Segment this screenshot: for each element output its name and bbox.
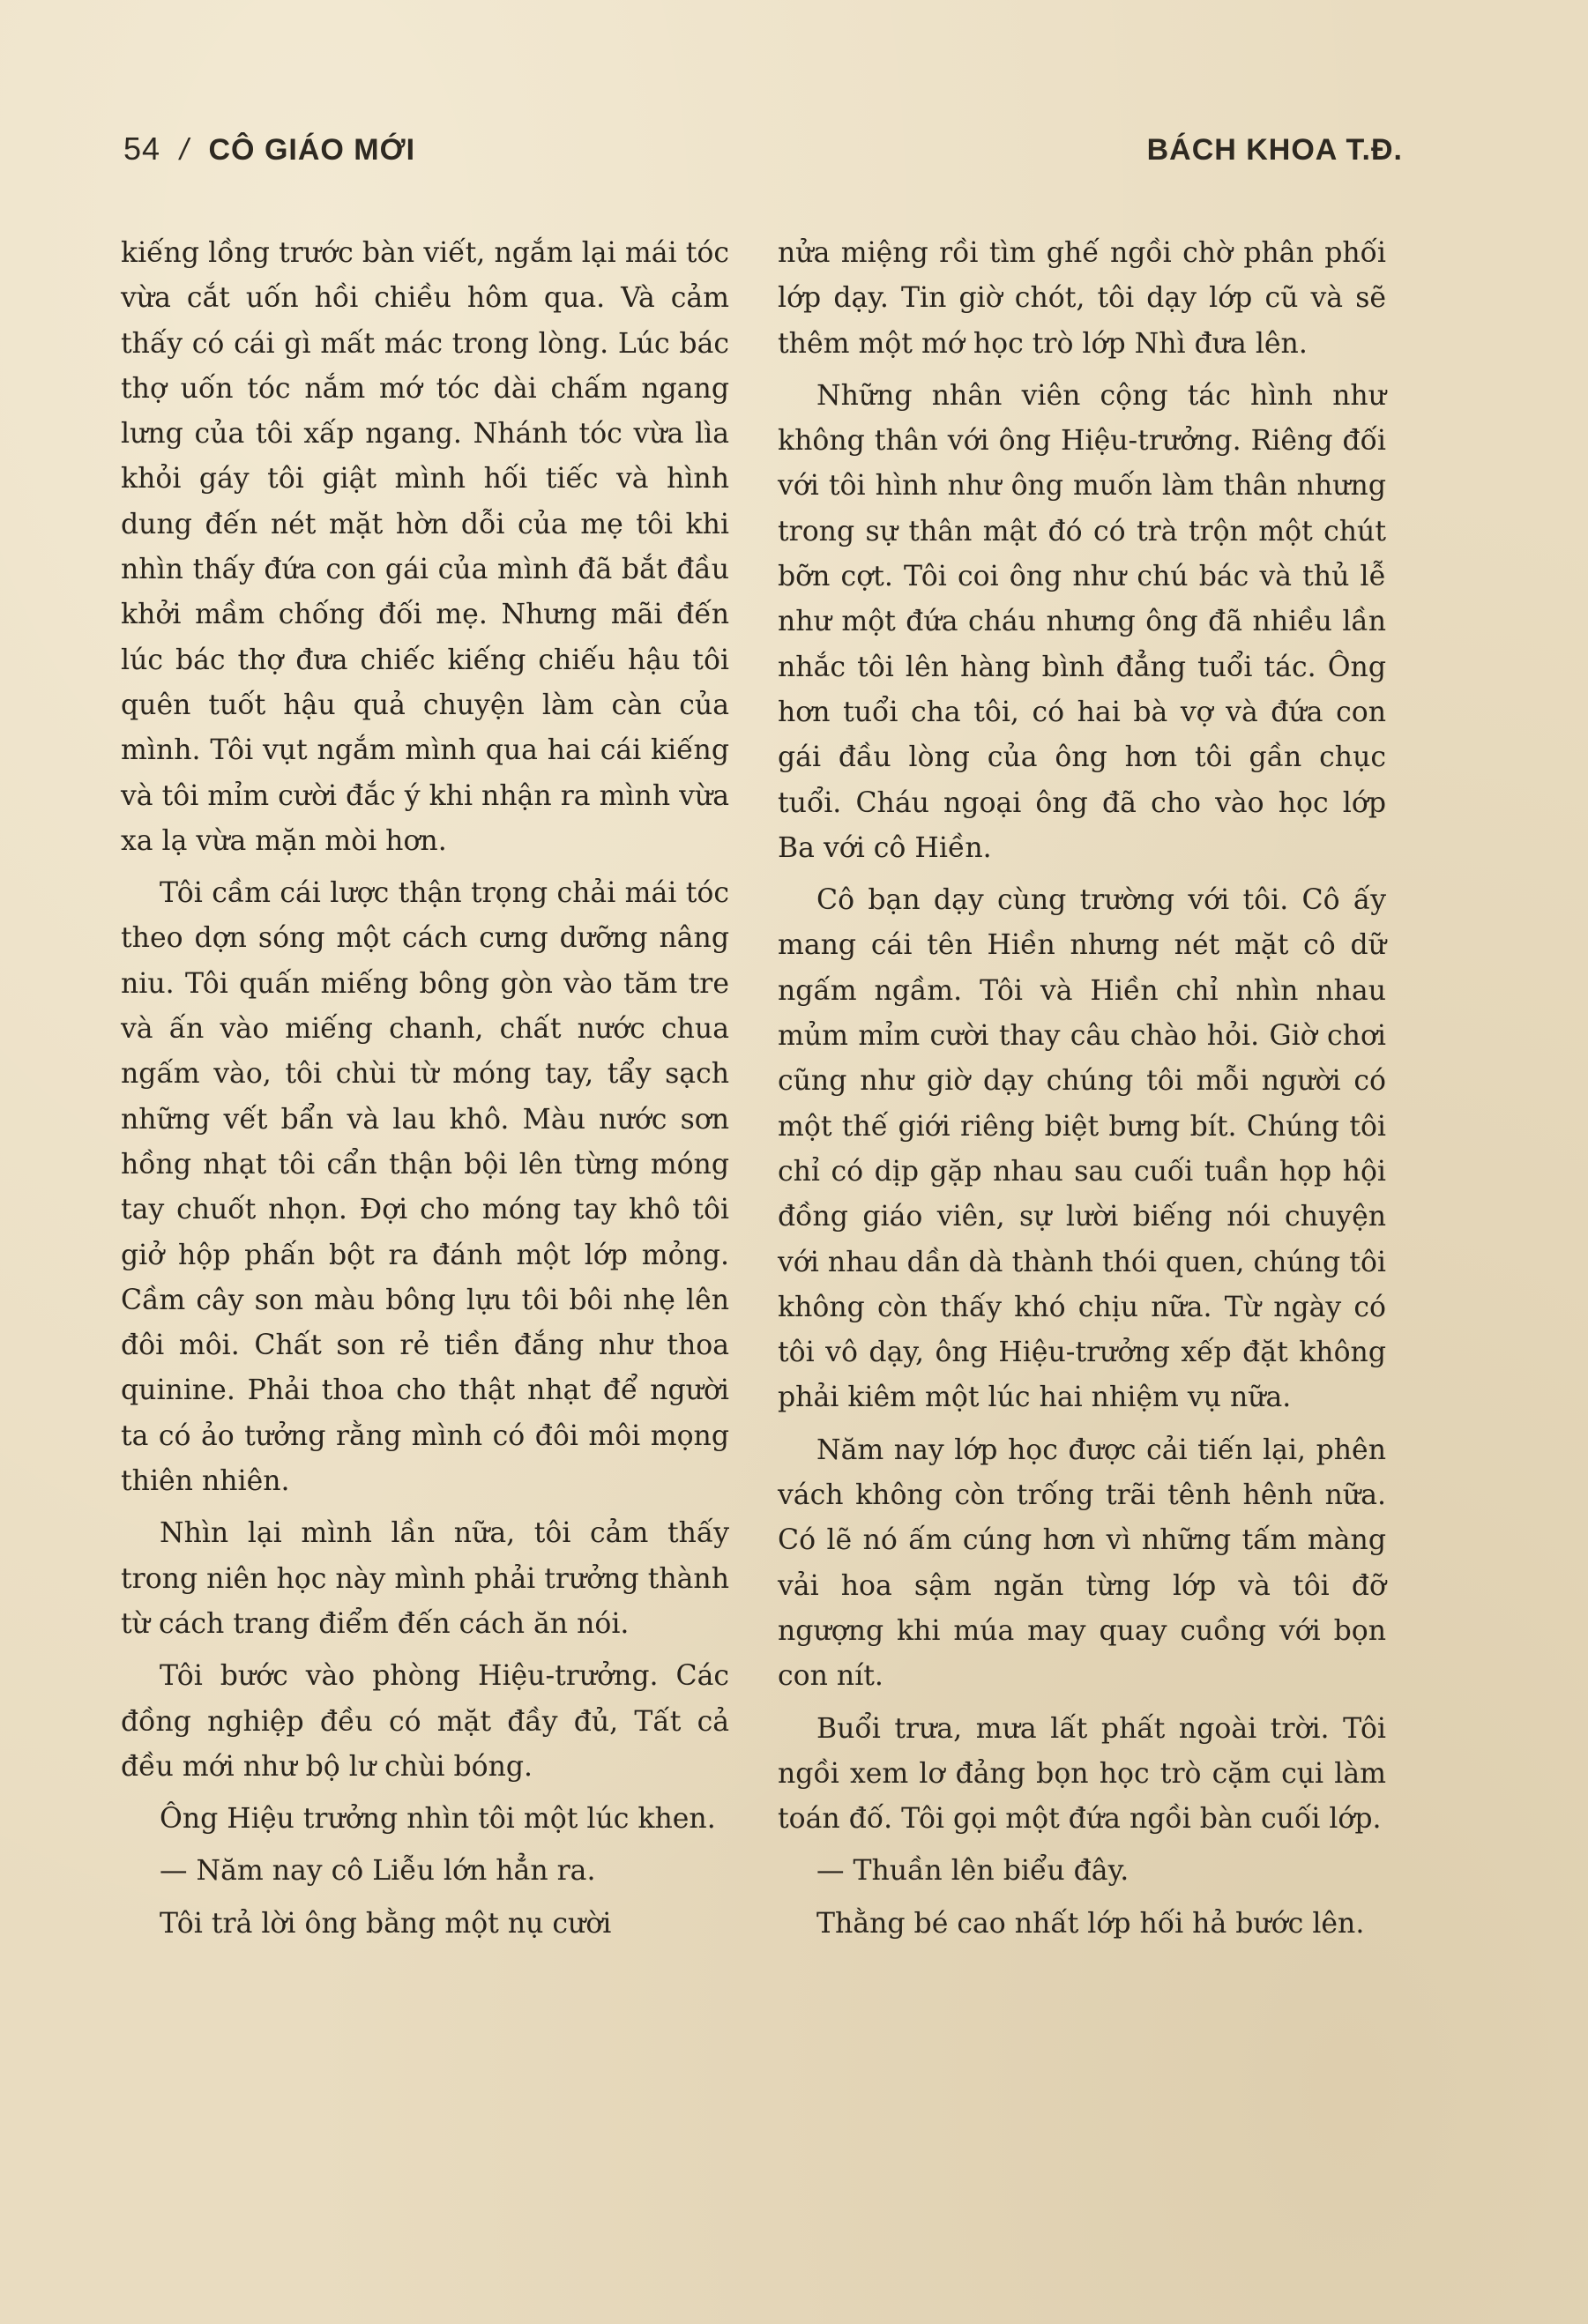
article-title: CÔ GIÁO MỚI xyxy=(208,133,416,167)
header-left xyxy=(123,130,415,168)
paragraph: — Thuần lên biểu đây. xyxy=(816,1855,1129,1888)
left-column xyxy=(121,231,729,1954)
paragraph: Tôi bước vào phòng Hiệu-trưởng. Các đồng nghiệp đều có mặt đầy đủ, Tất cả đều mới như bộ lư chùi bóng. xyxy=(121,1660,729,1783)
paragraph: Những nhân viên cộng tác hình như không thân với ông Hiệu-trưởng. Riêng đối với tôi hình như ông muốn làm thân nhưng trong sự thân mật đó có trà trộn một chút bỡn cợt. Tôi coi ông như chú bác và thủ lễ như một đứa cháu nhưng ông đã nhiều lần nhắc tôi lên hàng bình đẳng tuổi tác. Ông hơn tuổi cha tôi, có hai bà vợ và đứa con gái đầu lòng của ông hơn tôi gần chục tuổi. Cháu ngoại ông đã cho vào học lớp Ba với cô Hiền. xyxy=(778,379,1386,864)
right-column xyxy=(778,231,1386,1954)
page-number: 54 xyxy=(123,130,161,167)
paragraph: Năm nay lớp học được cải tiến lại, phên vách không còn trống trãi tênh hênh nữa. Có lẽ nó ấm cúng hơn vì những tấm màng vải hoa sậm ngăn từng lớp và tôi đỡ ngượng khi múa may quay cuồng với bọn con nít. xyxy=(778,1434,1386,1693)
paragraph: Nhìn lại mình lần nữa, tôi cảm thấy trong niên học này mình phải trưởng thành từ cách trang điểm đến cách ăn nói. xyxy=(121,1517,729,1640)
paragraph: Tôi trả lời ông bằng một nụ cười xyxy=(160,1907,612,1940)
paragraph: Buổi trưa, mưa lất phất ngoài trời. Tôi ngồi xem lơ đảng bọn học trò cặm cụi làm toán đố. Tôi gọi một đứa ngồi bàn cuối lớp. xyxy=(778,1712,1386,1836)
paragraph: — Năm nay cô Liễu lớn hẳn ra. xyxy=(160,1855,596,1888)
page-header xyxy=(123,130,1403,175)
paragraph: kiếng lồng trước bàn viết, ngắm lại mái tóc vừa cắt uốn hồi chiều hôm qua. Và cảm thấy có cái gì mất mác trong lòng. Lúc bác thợ uốn tóc nắm mớ tóc dài chấm ngang lưng của tôi xấp ngang. Nhánh tóc vừa lìa khỏi gáy tôi giật mình hối tiếc và hình dung đến nét mặt hờn dỗi của mẹ tôi khi nhìn thấy đứa con gái của mình đã bắt đầu khởi mầm chống đối mẹ. Nhưng mãi đến lúc bác thợ đưa chiếc kiếng chiếu hậu tôi quên tuốt hậu quả chuyện làm càn của mình. Tôi vụt ngắm mình qua hai cái kiếng và tôi mỉm cười đắc ý khi nhận ra mình vừa xa lạ vừa mặn mòi hơn. xyxy=(121,237,729,857)
header-separator: / xyxy=(180,133,190,167)
magazine-name: BÁCH KHOA T.Đ. xyxy=(1146,133,1403,167)
paragraph: Cô bạn dạy cùng trường với tôi. Cô ấy mang cái tên Hiền nhưng nét mặt cô dữ ngấm ngầm. Tôi và Hiền chỉ nhìn nhau mủm mỉm cười thay câu chào hỏi. Giờ chơi cũng như giờ dạy chúng tôi mỗi người có một thế giới riêng biệt bưng bít. Chúng tôi chỉ có dịp gặp nhau sau cuối tuần họp hội đồng giáo viên, sự lười biếng nói chuyện với nhau dần dà thành thói quen, chúng tôi không còn thấy khó chịu nữa. Từ ngày có tôi vô dạy, ông Hiệu-trưởng xếp đặt không phải kiêm một lúc hai nhiệm vụ nữa. xyxy=(778,884,1386,1414)
paragraph: nửa miệng rồi tìm ghế ngồi chờ phân phối lớp dạy. Tin giờ chót, tôi dạy lớp cũ và sẽ thêm một mớ học trò lớp Nhì đưa lên. xyxy=(778,237,1386,360)
paragraph: Ông Hiệu trưởng nhìn tôi một lúc khen. xyxy=(160,1803,716,1836)
paragraph: Thằng bé cao nhất lớp hối hả bước lên. xyxy=(816,1907,1365,1940)
paragraph: Tôi cầm cái lược thận trọng chải mái tóc theo dợn sóng một cách cưng dưỡng nâng niu. Tôi quấn miếng bông gòn vào tăm tre và ấn vào miếng chanh, chất nước chua ngấm vào, tôi chùi từ móng tay, tẩy sạch những vết bẩn và lau khô. Màu nước sơn hồng nhạt tôi cẩn thận bội lên từng móng tay chuốt nhọn. Đợi cho móng tay khô tôi giở hộp phấn bột ra đánh một lớp mỏng. Cầm cây son màu bông lựu tôi bôi nhẹ lên đôi môi. Chất son rẻ tiền đắng như thoa quinine. Phải thoa cho thật nhạt để người ta có ảo tưởng rằng mình có đôi môi mọng thiên nhiên. xyxy=(121,877,729,1498)
